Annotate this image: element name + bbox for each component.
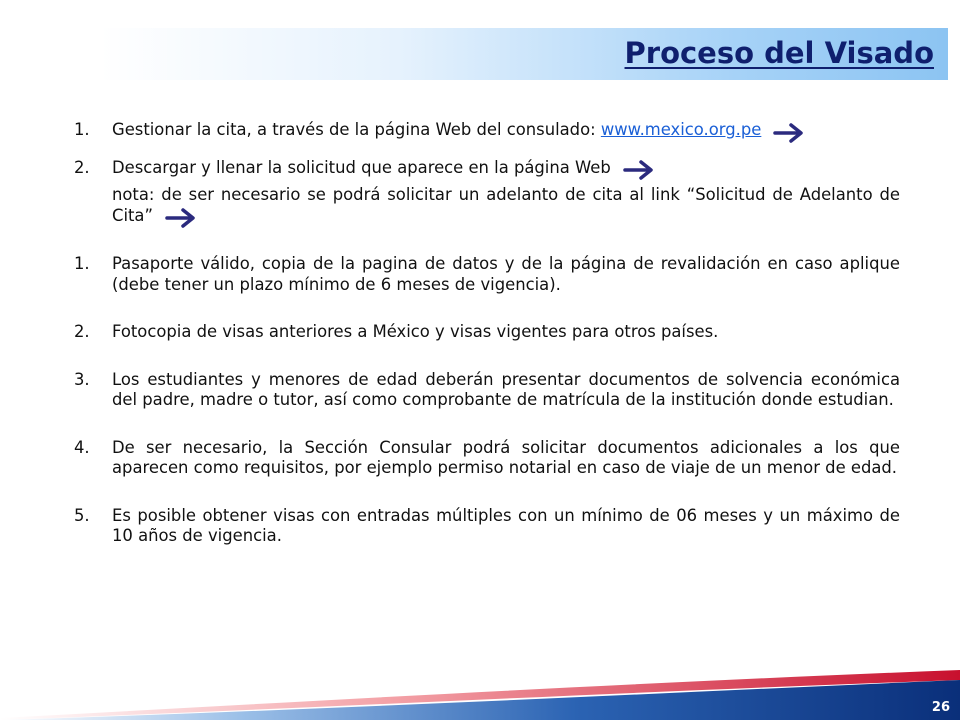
arrow-right-icon xyxy=(623,160,655,180)
note-text: nota: de ser necesario se podrá solicitar un adelanto de cita al link “Solicitud de Adelanto de Cita” xyxy=(112,185,900,225)
step-2 xyxy=(74,158,900,179)
arrow-right-icon xyxy=(773,123,805,143)
requirement-2 xyxy=(74,322,900,343)
consulate-link[interactable]: www.mexico.org.pe xyxy=(600,120,762,139)
requirement-number: 1. xyxy=(74,254,90,273)
requirement-5 xyxy=(74,506,900,547)
slide-title: Proceso del Visado xyxy=(624,36,934,70)
requirement-number: 4. xyxy=(74,437,90,457)
step-text-body: Gestionar la cita, a través de la página Web del consulado: xyxy=(112,120,596,139)
step-number: 1. xyxy=(74,120,90,139)
requirement-text: De ser necesario, la Sección Consular podrá solicitar documentos adicionales a los que aparecen como requisitos, por ejemplo permiso notarial en caso de viaje de un menor de edad. xyxy=(112,437,900,477)
requirement-text: Pasaporte válido, copia de la pagina de datos y de la página de revalidación en caso aplique (debe tener un plazo mínimo de 6 meses de vigencia). xyxy=(112,254,900,294)
requirement-number: 5. xyxy=(74,505,90,525)
footer-swoosh xyxy=(0,650,960,720)
page-number: 26 xyxy=(931,700,950,715)
requirement-text: Los estudiantes y menores de edad deberán presentar documentos de solvencia económica del padre, madre o tutor, así como comprobante de matrícula de la institución donde estudian. xyxy=(112,369,900,409)
requirement-3 xyxy=(74,370,900,411)
requirement-text: Fotocopia de visas anteriores a México y visas vigentes para otros países. xyxy=(112,322,719,341)
title-bar xyxy=(100,28,948,80)
step-number: 2. xyxy=(74,157,90,177)
requirement-text: Es posible obtener visas con entradas múltiples con un mínimo de 06 meses y un máximo de 10 años de vigencia. xyxy=(112,505,900,545)
requirement-4 xyxy=(74,438,900,479)
step-text xyxy=(112,158,900,179)
requirement-number: 2. xyxy=(74,322,90,341)
step-text xyxy=(112,120,900,141)
arrow-right-icon xyxy=(165,208,197,228)
requirement-1 xyxy=(74,254,900,295)
requirement-number: 3. xyxy=(74,369,90,389)
step-text-body: Descargar y llenar la solicitud que aparece en la página Web xyxy=(112,157,611,177)
step-1 xyxy=(74,120,900,141)
step-2-note xyxy=(74,185,900,226)
slide-content xyxy=(74,120,900,547)
